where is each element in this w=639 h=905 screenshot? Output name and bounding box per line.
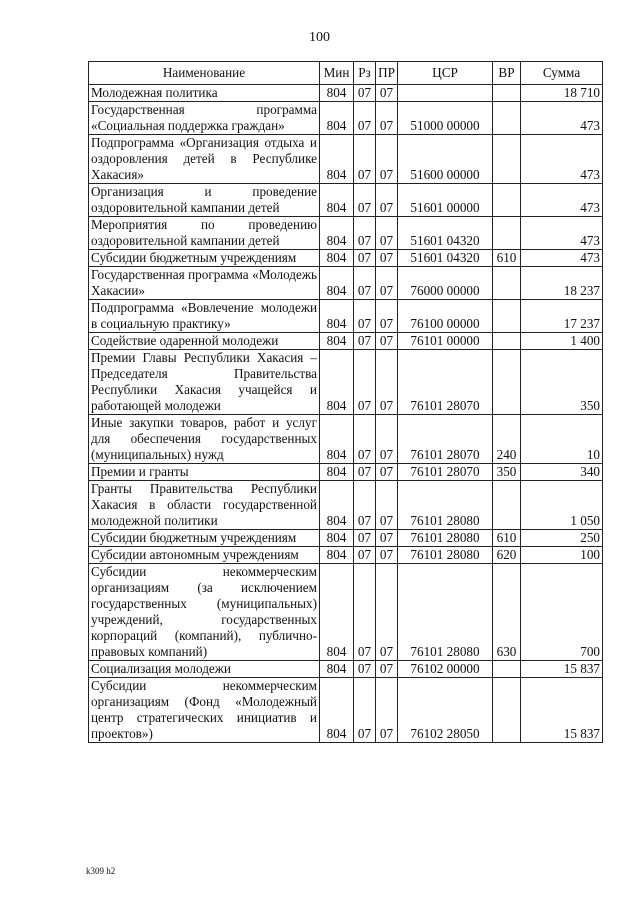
cell-vr (493, 300, 521, 333)
cell-name: Содействие одаренной молодежи (89, 333, 320, 350)
cell-csr: 76101 28080 (398, 530, 493, 547)
cell-vr (493, 481, 521, 530)
cell-name: Молодежная политика (89, 85, 320, 102)
cell-sum: 473 (521, 102, 603, 135)
cell-csr: 76102 00000 (398, 661, 493, 678)
cell-sum: 473 (521, 250, 603, 267)
cell-min: 804 (320, 661, 354, 678)
cell-csr: 76101 28070 (398, 415, 493, 464)
table-row (89, 300, 603, 333)
column-header-min: Мин (320, 62, 354, 85)
cell-name: Иные закупки товаров, работ и услуг для обеспечения государственных (муниципальных) нужд (89, 415, 320, 464)
cell-name: Мероприятия по проведению оздоровительной кампании детей (89, 217, 320, 250)
cell-pr: 07 (376, 661, 398, 678)
cell-csr: 51000 00000 (398, 102, 493, 135)
cell-vr: 610 (493, 530, 521, 547)
cell-csr: 76101 28080 (398, 564, 493, 661)
table-row (89, 547, 603, 564)
cell-rz: 07 (354, 547, 376, 564)
table-row (89, 217, 603, 250)
cell-name: Государственная программа «Молодежь Хакасии» (89, 267, 320, 300)
cell-pr: 07 (376, 267, 398, 300)
table-header-row (89, 62, 603, 85)
cell-pr: 07 (376, 85, 398, 102)
cell-vr (493, 678, 521, 743)
cell-min: 804 (320, 481, 354, 530)
cell-csr: 76101 28080 (398, 481, 493, 530)
table-row (89, 333, 603, 350)
cell-sum: 18 710 (521, 85, 603, 102)
cell-pr: 07 (376, 415, 398, 464)
cell-rz: 07 (354, 564, 376, 661)
cell-rz: 07 (354, 333, 376, 350)
table-row (89, 250, 603, 267)
cell-min: 804 (320, 333, 354, 350)
cell-pr: 07 (376, 530, 398, 547)
cell-name: Премии Главы Республики Хакасия – Председателя Правительства Республики Хакасия учащейся и работающей молодежи (89, 350, 320, 415)
cell-rz: 07 (354, 300, 376, 333)
cell-pr: 07 (376, 250, 398, 267)
cell-csr: 76100 00000 (398, 300, 493, 333)
cell-csr: 76101 00000 (398, 333, 493, 350)
cell-vr (493, 102, 521, 135)
column-header-name: Наименование (89, 62, 320, 85)
cell-vr (493, 661, 521, 678)
cell-min: 804 (320, 564, 354, 661)
cell-vr (493, 184, 521, 217)
cell-min: 804 (320, 85, 354, 102)
cell-min: 804 (320, 267, 354, 300)
document-code: k309 h2 (86, 866, 116, 876)
cell-rz: 07 (354, 481, 376, 530)
table-body (89, 85, 603, 743)
cell-name: Социализация молодежи (89, 661, 320, 678)
cell-sum: 17 237 (521, 300, 603, 333)
cell-rz: 07 (354, 464, 376, 481)
cell-pr: 07 (376, 547, 398, 564)
cell-min: 804 (320, 184, 354, 217)
cell-name: Премии и гранты (89, 464, 320, 481)
cell-pr: 07 (376, 102, 398, 135)
budget-table (88, 61, 603, 743)
cell-vr (493, 267, 521, 300)
column-header-csr: ЦСР (398, 62, 493, 85)
cell-vr (493, 85, 521, 102)
cell-name: Гранты Правительства Республики Хакасия в области государственной молодежной политики (89, 481, 320, 530)
cell-rz: 07 (354, 661, 376, 678)
cell-name: Подпрограмма «Организация отдыха и оздоровления детей в Республике Хакасия» (89, 135, 320, 184)
cell-csr: 51601 00000 (398, 184, 493, 217)
cell-sum: 15 837 (521, 661, 603, 678)
cell-sum: 473 (521, 184, 603, 217)
cell-rz: 07 (354, 184, 376, 217)
cell-min: 804 (320, 547, 354, 564)
cell-sum: 10 (521, 415, 603, 464)
cell-rz: 07 (354, 678, 376, 743)
cell-sum: 340 (521, 464, 603, 481)
cell-pr: 07 (376, 300, 398, 333)
cell-name: Субсидии некоммерческим организациям (Фонд «Молодежный центр стратегических инициатив и проектов») (89, 678, 320, 743)
cell-csr: 76101 28080 (398, 547, 493, 564)
cell-min: 804 (320, 135, 354, 184)
cell-min: 804 (320, 464, 354, 481)
table-row (89, 102, 603, 135)
cell-csr: 76101 28070 (398, 350, 493, 415)
cell-name: Государственная программа «Социальная поддержка граждан» (89, 102, 320, 135)
cell-rz: 07 (354, 85, 376, 102)
column-header-rz: Рз (354, 62, 376, 85)
cell-sum: 100 (521, 547, 603, 564)
table-row (89, 135, 603, 184)
column-header-sum: Сумма (521, 62, 603, 85)
cell-sum: 350 (521, 350, 603, 415)
page-number: 100 (309, 30, 330, 45)
cell-min: 804 (320, 678, 354, 743)
cell-min: 804 (320, 250, 354, 267)
cell-name: Субсидии бюджетным учреждениям (89, 530, 320, 547)
cell-pr: 07 (376, 184, 398, 217)
cell-rz: 07 (354, 415, 376, 464)
cell-rz: 07 (354, 217, 376, 250)
cell-rz: 07 (354, 530, 376, 547)
table-row (89, 350, 603, 415)
cell-csr: 76000 00000 (398, 267, 493, 300)
cell-pr: 07 (376, 135, 398, 184)
cell-pr: 07 (376, 464, 398, 481)
cell-vr (493, 333, 521, 350)
cell-sum: 1 050 (521, 481, 603, 530)
cell-csr: 51601 04320 (398, 250, 493, 267)
cell-name: Субсидии бюджетным учреждениям (89, 250, 320, 267)
cell-vr: 240 (493, 415, 521, 464)
cell-csr: 51601 04320 (398, 217, 493, 250)
cell-vr: 630 (493, 564, 521, 661)
cell-rz: 07 (354, 102, 376, 135)
cell-csr: 76101 28070 (398, 464, 493, 481)
cell-sum: 1 400 (521, 333, 603, 350)
table-row (89, 415, 603, 464)
cell-pr: 07 (376, 350, 398, 415)
table-row (89, 530, 603, 547)
cell-vr: 620 (493, 547, 521, 564)
cell-sum: 473 (521, 135, 603, 184)
cell-min: 804 (320, 217, 354, 250)
cell-csr: 76102 28050 (398, 678, 493, 743)
cell-rz: 07 (354, 250, 376, 267)
cell-pr: 07 (376, 678, 398, 743)
cell-name: Подпрограмма «Вовлечение молодежи в социальную практику» (89, 300, 320, 333)
cell-min: 804 (320, 300, 354, 333)
cell-sum: 18 237 (521, 267, 603, 300)
cell-name: Субсидии автономным учреждениям (89, 547, 320, 564)
cell-name: Субсидии некоммерческим организациям (за исключением государственных (муниципальных) учреждений, государственных корпораций (компаний), публично-правовых компаний) (89, 564, 320, 661)
cell-sum: 250 (521, 530, 603, 547)
cell-csr: 51600 00000 (398, 135, 493, 184)
cell-vr: 350 (493, 464, 521, 481)
table-row (89, 481, 603, 530)
cell-sum: 700 (521, 564, 603, 661)
cell-pr: 07 (376, 333, 398, 350)
cell-vr (493, 350, 521, 415)
cell-pr: 07 (376, 481, 398, 530)
cell-vr: 610 (493, 250, 521, 267)
cell-rz: 07 (354, 267, 376, 300)
cell-rz: 07 (354, 135, 376, 184)
cell-rz: 07 (354, 350, 376, 415)
cell-vr (493, 217, 521, 250)
cell-min: 804 (320, 350, 354, 415)
cell-vr (493, 135, 521, 184)
column-header-pr: ПР (376, 62, 398, 85)
cell-min: 804 (320, 102, 354, 135)
table-row (89, 678, 603, 743)
table-row (89, 564, 603, 661)
cell-pr: 07 (376, 217, 398, 250)
cell-pr: 07 (376, 564, 398, 661)
column-header-vr: ВР (493, 62, 521, 85)
cell-min: 804 (320, 415, 354, 464)
table-row (89, 85, 603, 102)
cell-csr (398, 85, 493, 102)
table-row (89, 661, 603, 678)
cell-sum: 473 (521, 217, 603, 250)
table-row (89, 184, 603, 217)
cell-name: Организация и проведение оздоровительной кампании детей (89, 184, 320, 217)
cell-min: 804 (320, 530, 354, 547)
cell-sum: 15 837 (521, 678, 603, 743)
table-row (89, 267, 603, 300)
table-row (89, 464, 603, 481)
